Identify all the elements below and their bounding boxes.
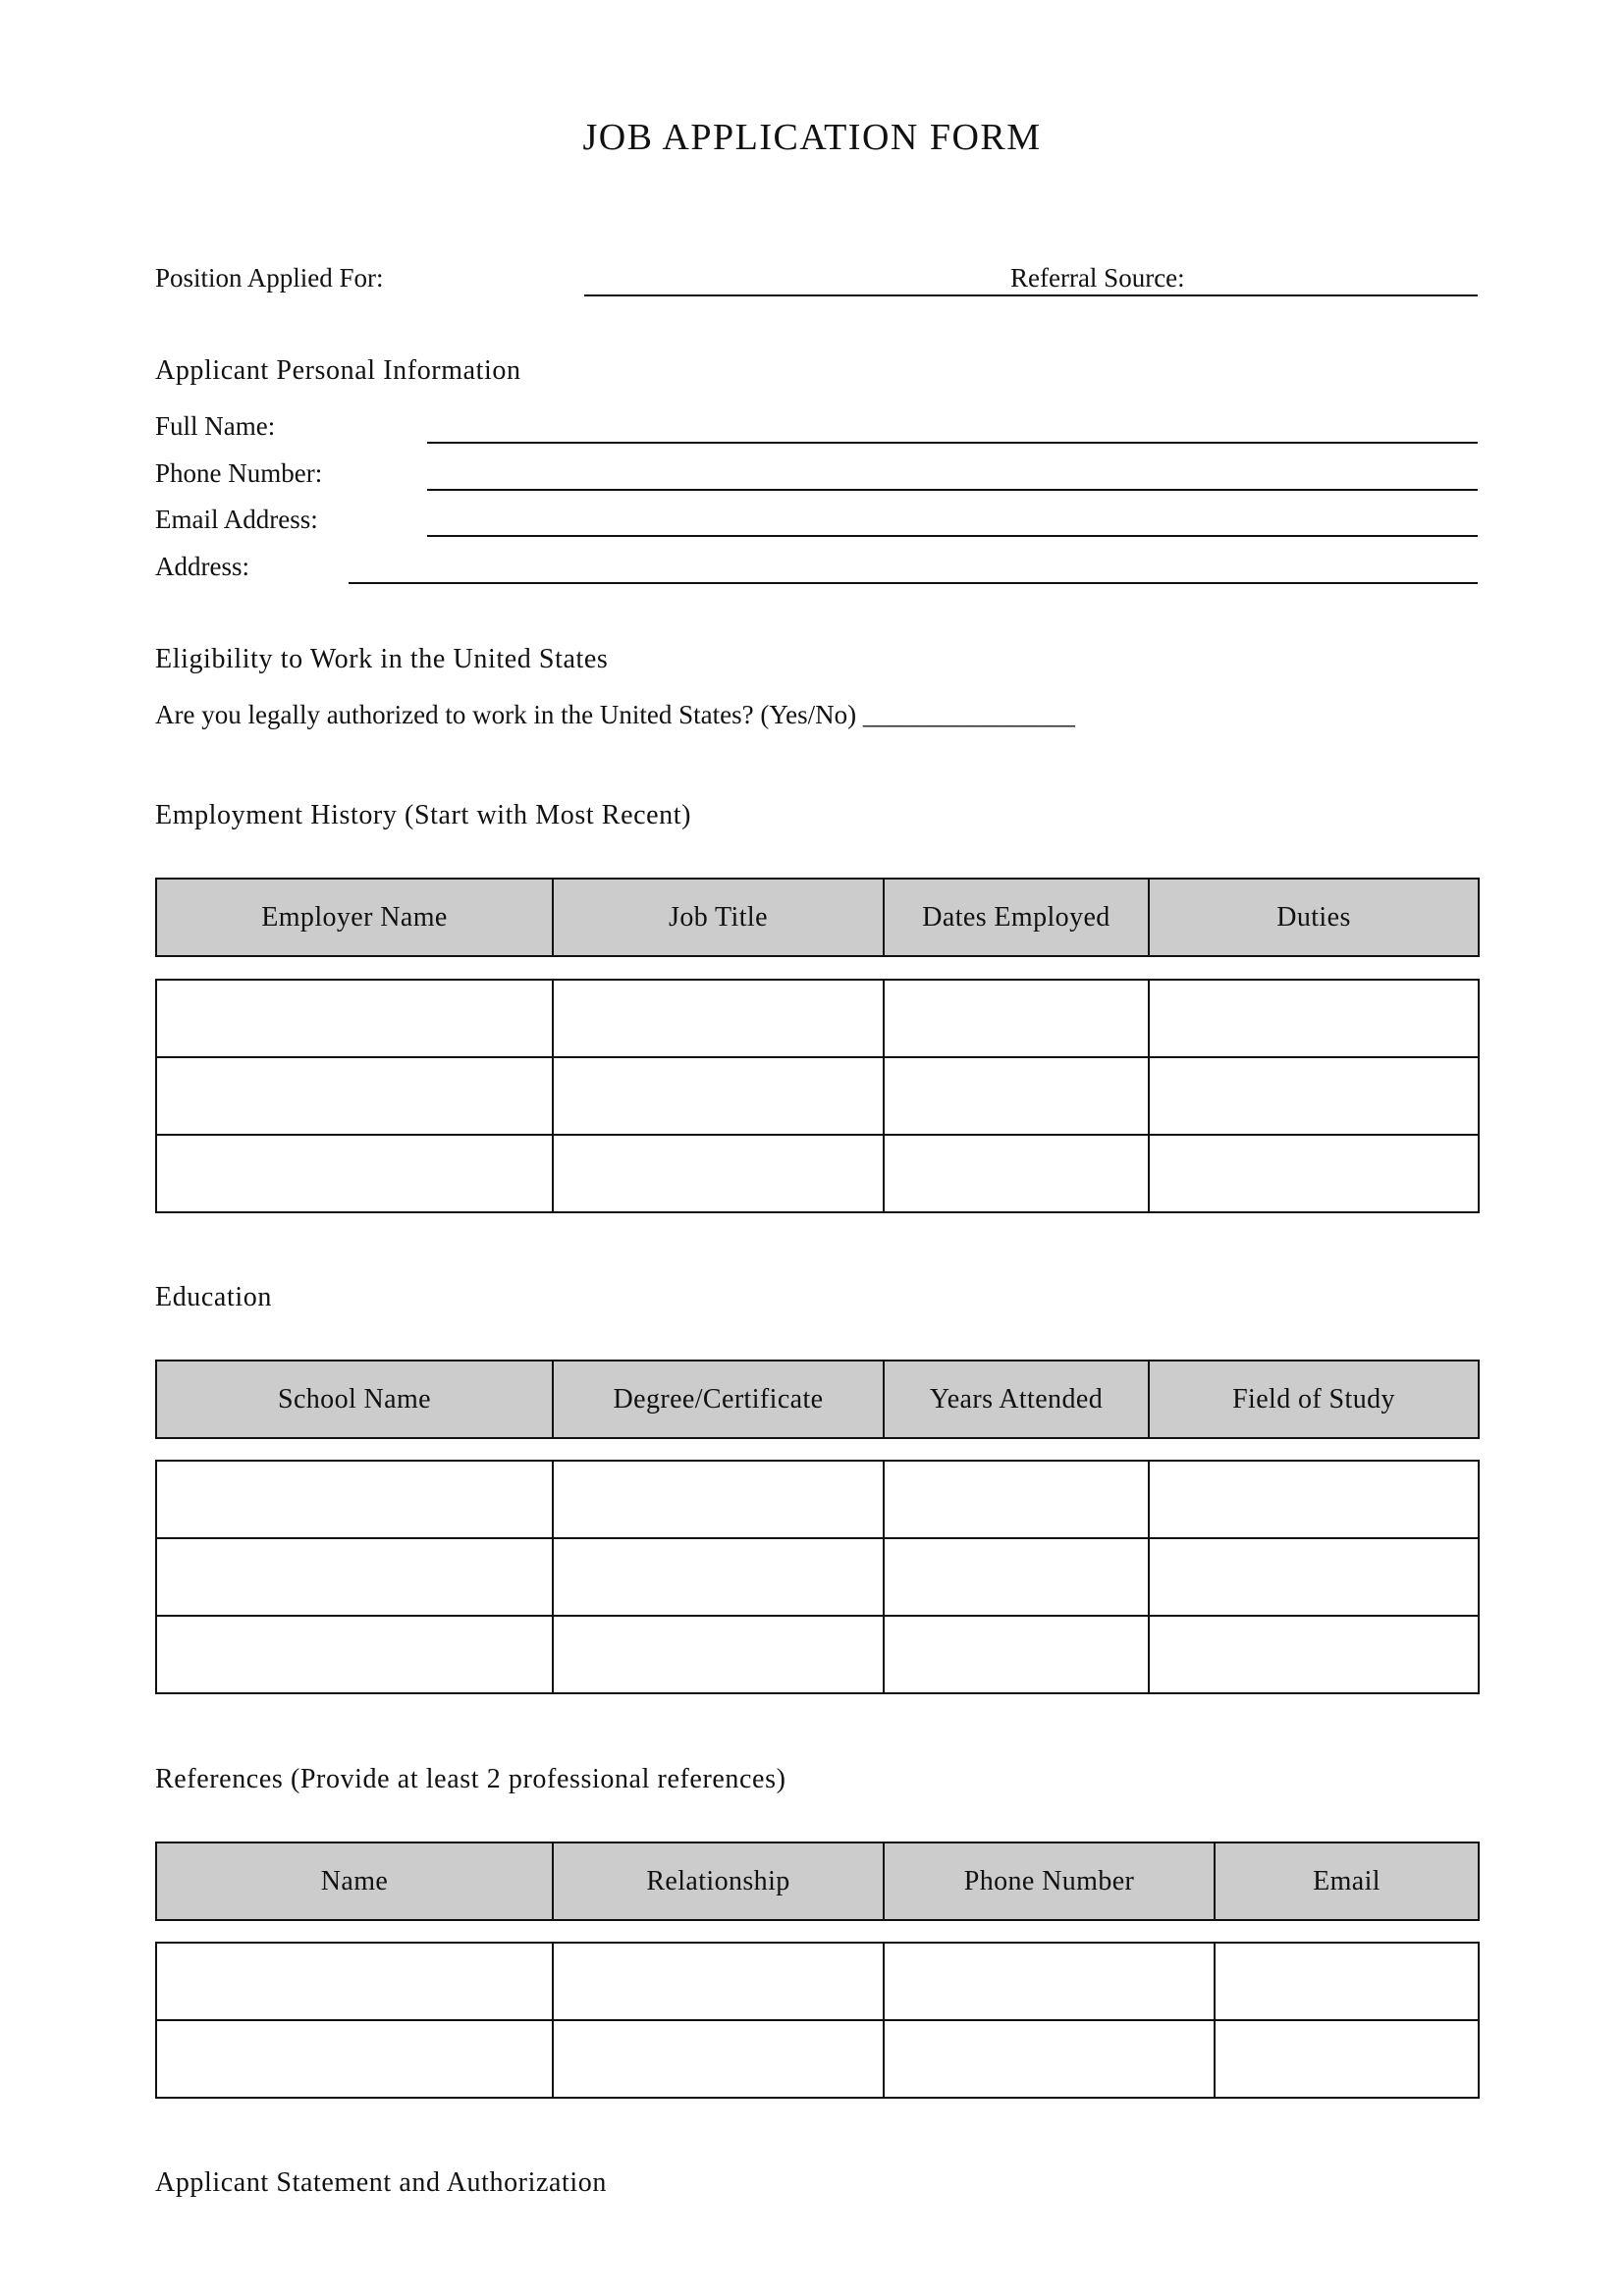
full-name-label: Full Name: bbox=[155, 411, 276, 441]
table-cell bbox=[156, 2020, 553, 2098]
table-cell bbox=[553, 1461, 884, 1538]
table-row bbox=[156, 1057, 1479, 1135]
table-cell bbox=[553, 2020, 884, 2098]
table-cell bbox=[884, 1616, 1149, 1693]
school-name-input[interactable] bbox=[157, 1539, 552, 1615]
education-header-table bbox=[155, 1360, 1480, 1439]
employer-name-input[interactable] bbox=[157, 1136, 552, 1211]
references-col-relationship: Relationship bbox=[553, 1842, 884, 1920]
duties-input[interactable] bbox=[1150, 1136, 1478, 1211]
eligibility-heading: Eligibility to Work in the United States bbox=[155, 644, 609, 674]
full-name-underline bbox=[427, 442, 1478, 444]
table-cell bbox=[1149, 1538, 1479, 1616]
page-title: JOB APPLICATION FORM bbox=[582, 117, 1042, 158]
table-cell bbox=[156, 1135, 553, 1212]
table-cell bbox=[1215, 1943, 1479, 2020]
position-input[interactable] bbox=[584, 257, 997, 294]
degree-certificate-input[interactable] bbox=[554, 1462, 883, 1537]
table-cell bbox=[156, 1538, 553, 1616]
reference-relationship-input[interactable] bbox=[554, 1944, 883, 2019]
employer-name-input[interactable] bbox=[157, 1058, 552, 1134]
employment-col-duties: Duties bbox=[1149, 879, 1479, 956]
education-col-years-attended: Years Attended bbox=[884, 1361, 1149, 1438]
references-heading: References (Provide at least 2 professional references) bbox=[155, 1764, 786, 1794]
years-attended-input[interactable] bbox=[885, 1462, 1148, 1537]
table-row bbox=[156, 1461, 1479, 1538]
phone-number-label: Phone Number: bbox=[155, 458, 323, 488]
reference-relationship-input[interactable] bbox=[554, 2021, 883, 2097]
table-cell bbox=[884, 1135, 1149, 1212]
table-cell bbox=[156, 1461, 553, 1538]
references-header-table bbox=[155, 1842, 1480, 1921]
email-address-input[interactable] bbox=[427, 498, 1478, 535]
table-cell bbox=[1149, 1461, 1479, 1538]
address-underline bbox=[349, 582, 1478, 584]
years-attended-input[interactable] bbox=[885, 1617, 1148, 1692]
table-cell bbox=[884, 980, 1149, 1057]
years-attended-input[interactable] bbox=[885, 1539, 1148, 1615]
employment-col-job-title: Job Title bbox=[553, 879, 884, 956]
reference-phone-input[interactable] bbox=[885, 1944, 1214, 2019]
references-col-phone-number: Phone Number bbox=[884, 1842, 1215, 1920]
referral-label: Referral Source: bbox=[1010, 263, 1185, 293]
table-cell bbox=[884, 1538, 1149, 1616]
table-cell bbox=[156, 1943, 553, 2020]
degree-certificate-input[interactable] bbox=[554, 1617, 883, 1692]
duties-input[interactable] bbox=[1150, 1058, 1478, 1134]
degree-certificate-input[interactable] bbox=[554, 1539, 883, 1615]
table-cell bbox=[156, 980, 553, 1057]
table-row bbox=[156, 1616, 1479, 1693]
employment-heading: Employment History (Start with Most Recent) bbox=[155, 800, 692, 830]
referral-input[interactable] bbox=[1193, 257, 1478, 294]
table-cell bbox=[884, 2020, 1215, 2098]
reference-email-input[interactable] bbox=[1216, 2021, 1478, 2097]
email-address-label: Email Address: bbox=[155, 505, 318, 534]
education-table bbox=[155, 1460, 1480, 1694]
position-underline bbox=[584, 294, 1478, 296]
table-cell bbox=[1149, 1135, 1479, 1212]
dates-employed-input[interactable] bbox=[885, 1136, 1148, 1211]
education-heading: Education bbox=[155, 1282, 272, 1312]
education-col-degree-certificate: Degree/Certificate bbox=[553, 1361, 884, 1438]
school-name-input[interactable] bbox=[157, 1462, 552, 1537]
field-of-study-input[interactable] bbox=[1150, 1462, 1478, 1537]
school-name-input[interactable] bbox=[157, 1617, 552, 1692]
table-cell bbox=[553, 1616, 884, 1693]
address-label: Address: bbox=[155, 552, 249, 581]
table-row bbox=[156, 1943, 1479, 2020]
position-label: Position Applied For: bbox=[155, 263, 384, 293]
table-cell bbox=[156, 1057, 553, 1135]
field-of-study-input[interactable] bbox=[1150, 1617, 1478, 1692]
education-col-field-of-study: Field of Study bbox=[1149, 1361, 1479, 1438]
table-cell bbox=[553, 1943, 884, 2020]
phone-number-underline bbox=[427, 489, 1478, 491]
references-col-name: Name bbox=[156, 1842, 553, 1920]
employment-col-dates-employed: Dates Employed bbox=[884, 879, 1149, 956]
address-input[interactable] bbox=[349, 545, 1478, 582]
table-cell bbox=[553, 1135, 884, 1212]
statement-heading: Applicant Statement and Authorization bbox=[155, 2167, 607, 2198]
table-row bbox=[156, 2020, 1479, 2098]
education-col-school-name: School Name bbox=[156, 1361, 553, 1438]
email-address-underline bbox=[427, 535, 1478, 537]
table-cell bbox=[1149, 1057, 1479, 1135]
table-row bbox=[156, 1135, 1479, 1212]
employment-header-table bbox=[155, 878, 1480, 957]
job-title-input[interactable] bbox=[554, 1058, 883, 1134]
phone-number-input[interactable] bbox=[427, 452, 1478, 489]
table-cell bbox=[553, 1538, 884, 1616]
table-cell bbox=[553, 1057, 884, 1135]
full-name-input[interactable] bbox=[427, 404, 1478, 442]
employment-col-employer-name: Employer Name bbox=[156, 879, 553, 956]
personal-info-heading: Applicant Personal Information bbox=[155, 355, 521, 386]
eligibility-answer-input[interactable] bbox=[892, 693, 1112, 728]
table-cell bbox=[884, 1461, 1149, 1538]
reference-email-input[interactable] bbox=[1216, 1944, 1478, 2019]
table-row bbox=[156, 980, 1479, 1057]
table-cell bbox=[884, 1943, 1215, 2020]
eligibility-question: Are you legally authorized to work in the United States? (Yes/No) ________________ bbox=[155, 700, 1075, 729]
table-row bbox=[156, 1538, 1479, 1616]
table-cell bbox=[553, 980, 884, 1057]
reference-name-input[interactable] bbox=[157, 2021, 552, 2097]
dates-employed-input[interactable] bbox=[885, 981, 1148, 1056]
duties-input[interactable] bbox=[1150, 981, 1478, 1056]
references-col-email: Email bbox=[1215, 1842, 1479, 1920]
table-cell bbox=[1215, 2020, 1479, 2098]
job-title-input[interactable] bbox=[554, 1136, 883, 1211]
dates-employed-input[interactable] bbox=[885, 1058, 1148, 1134]
table-cell bbox=[156, 1616, 553, 1693]
table-cell bbox=[884, 1057, 1149, 1135]
employment-table bbox=[155, 979, 1480, 1213]
reference-name-input[interactable] bbox=[157, 1944, 552, 2019]
table-cell bbox=[1149, 980, 1479, 1057]
field-of-study-input[interactable] bbox=[1150, 1539, 1478, 1615]
reference-phone-input[interactable] bbox=[885, 2021, 1214, 2097]
employer-name-input[interactable] bbox=[157, 981, 552, 1056]
job-title-input[interactable] bbox=[554, 981, 883, 1056]
table-cell bbox=[1149, 1616, 1479, 1693]
references-table bbox=[155, 1942, 1480, 2099]
